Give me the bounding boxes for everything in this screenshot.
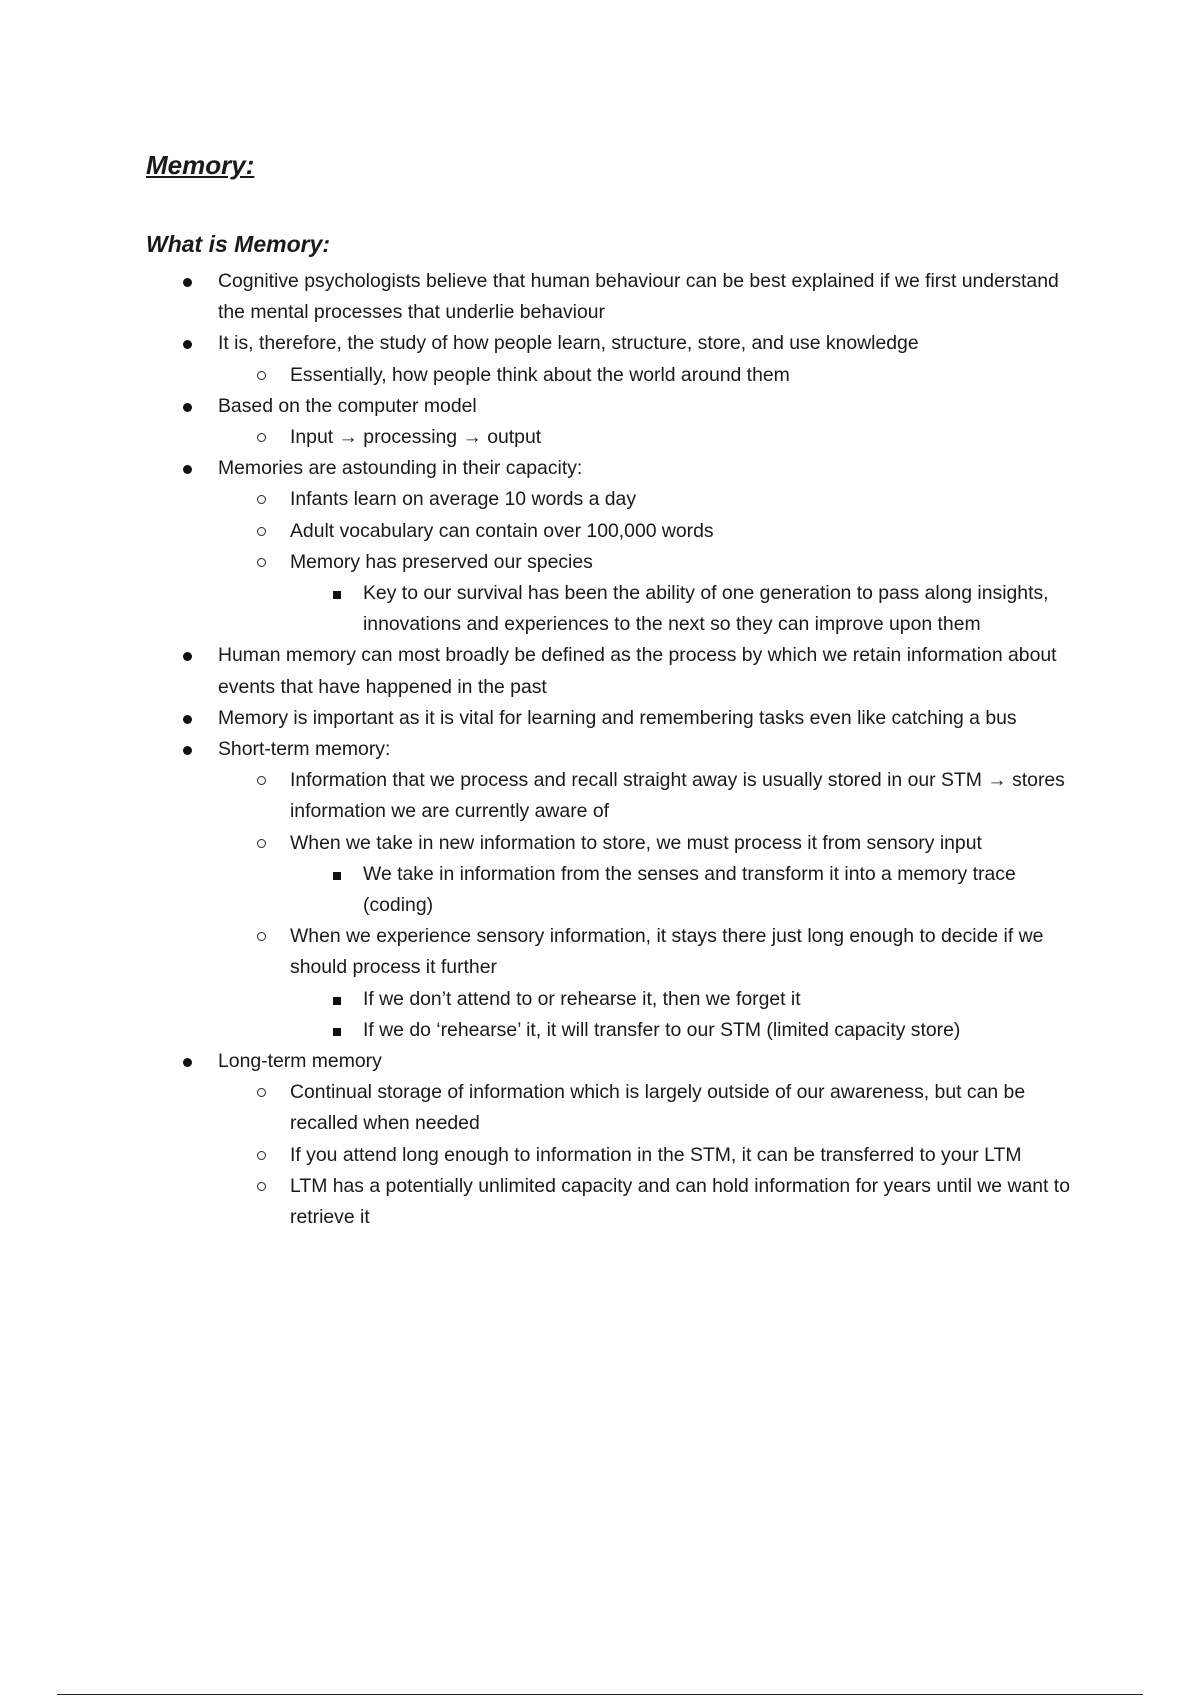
- list-item: [0, 765, 1090, 827]
- filled-bullet-icon: [183, 403, 192, 412]
- filled-bullet-icon: [183, 340, 192, 349]
- list-item-text: If we do ‘rehearse’ it, it will transfer to our STM (limited capacity store): [363, 1018, 961, 1041]
- list-item-text: If you attend long enough to information in the STM, it can be transferred to your LTM: [290, 1143, 1022, 1166]
- list-item: [0, 1140, 1090, 1171]
- hollow-bullet-icon: [257, 371, 266, 380]
- hollow-bullet-icon: [257, 558, 266, 567]
- filled-bullet-icon: [183, 652, 192, 661]
- hollow-bullet-icon: [257, 776, 266, 785]
- list-item-text: When we take in new information to store, we must process it from sensory input: [290, 831, 982, 854]
- list-item: [0, 328, 1088, 359]
- list-item-text: When we experience sensory information, it stays there just long enough to decide if we should process it further: [290, 925, 1044, 979]
- list-item: [0, 984, 1053, 1015]
- list-item-text: Key to our survival has been the ability of one generation to pass along insights, innovations and experiences to the next so they can improve upon them: [363, 582, 1049, 636]
- list-item-text: It is, therefore, the study of how people learn, structure, store, and use knowledge: [218, 332, 919, 355]
- bullet-list: [0, 266, 1200, 1233]
- section-heading: What is Memory:: [146, 231, 331, 257]
- list-item-text: Cognitive psychologists believe that human behaviour can be best explained if we first understand the mental processes that underlie behaviour: [218, 270, 1059, 324]
- list-item: [0, 1171, 1090, 1233]
- list-item: [0, 578, 1053, 640]
- page-title: Memory:: [146, 150, 255, 180]
- list-item-text: Memory is important as it is vital for learning and remembering tasks even like catching a bus: [218, 706, 1017, 729]
- list-item: [0, 422, 1090, 453]
- filled-bullet-icon: [183, 278, 192, 287]
- list-item: [0, 547, 1090, 578]
- list-item: [0, 516, 1090, 547]
- list-item: [0, 453, 1088, 484]
- list-item: [0, 391, 1088, 422]
- filled-bullet-icon: [183, 746, 192, 755]
- hollow-bullet-icon: [257, 1182, 266, 1191]
- list-item-text: Essentially, how people think about the world around them: [290, 363, 790, 386]
- hollow-bullet-icon: [257, 1151, 266, 1160]
- list-item-text: Short-term memory:: [218, 738, 391, 761]
- list-item: [0, 266, 1088, 328]
- hollow-bullet-icon: [257, 433, 266, 442]
- list-item: [0, 1046, 1088, 1077]
- hollow-bullet-icon: [257, 839, 266, 848]
- list-item: [0, 640, 1088, 702]
- list-item-text: Memory has preserved our species: [290, 550, 593, 573]
- filled-bullet-icon: [183, 465, 192, 474]
- list-item: [0, 1077, 1090, 1139]
- list-item-text: Long-term memory: [218, 1050, 382, 1073]
- list-item-text: Based on the computer model: [218, 394, 477, 417]
- square-bullet-icon: [333, 591, 341, 599]
- square-bullet-icon: [333, 872, 341, 880]
- square-bullet-icon: [333, 997, 341, 1005]
- list-item: [0, 1015, 1053, 1046]
- list-item-text: Adult vocabulary can contain over 100,000 words: [290, 519, 714, 542]
- square-bullet-icon: [333, 1028, 341, 1036]
- list-item: [0, 360, 1090, 391]
- list-item: [0, 921, 1090, 983]
- list-item-text: Infants learn on average 10 words a day: [290, 488, 637, 511]
- hollow-bullet-icon: [257, 932, 266, 941]
- hollow-bullet-icon: [257, 495, 266, 504]
- footer-divider: [57, 1694, 1143, 1695]
- list-item-text: We take in information from the senses and transform it into a memory trace (coding): [363, 862, 1016, 917]
- list-item-text: Input → processing → output: [290, 426, 542, 449]
- list-item-text: Continual storage of information which is largely outside of our awareness, but can be recalled when needed: [290, 1081, 1026, 1135]
- list-item: [0, 859, 1053, 921]
- filled-bullet-icon: [183, 1058, 192, 1067]
- list-item-text: If we don’t attend to or rehearse it, then we forget it: [363, 987, 801, 1010]
- list-item: [0, 484, 1090, 515]
- list-item: [0, 828, 1090, 859]
- list-item: [0, 734, 1088, 765]
- list-item-text: Information that we process and recall straight away is usually stored in our STM → stores information we are currently aware of: [290, 769, 1065, 823]
- list-item: [0, 703, 1088, 734]
- list-item-text: Human memory can most broadly be defined as the process by which we retain information about events that have happened in the past: [218, 644, 1057, 698]
- hollow-bullet-icon: [257, 1088, 266, 1097]
- filled-bullet-icon: [183, 715, 192, 724]
- list-item-text: Memories are astounding in their capacity:: [218, 457, 583, 480]
- list-item-text: LTM has a potentially unlimited capacity and can hold information for years until we want to retrieve it: [290, 1174, 1070, 1229]
- hollow-bullet-icon: [257, 527, 266, 536]
